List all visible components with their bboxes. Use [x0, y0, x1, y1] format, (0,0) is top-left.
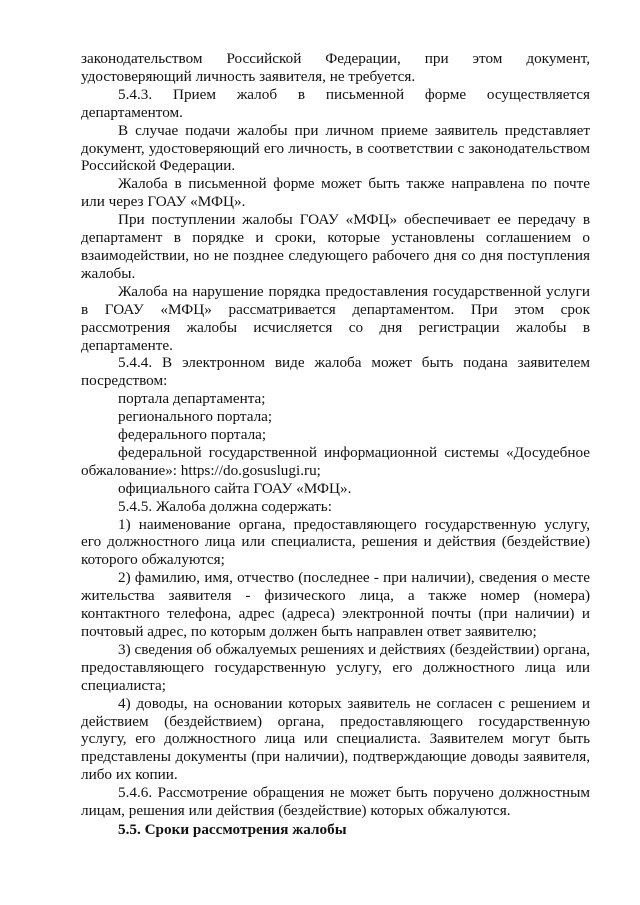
paragraph: 3) сведения об обжалуемых решениях и действиях (бездействии) органа, предоставляющего государственную услугу, его должностного лица или специалиста;: [81, 640, 590, 694]
paragraph: Жалоба в письменной форме может быть также направлена по почте или через ГОАУ «МФЦ».: [81, 175, 590, 211]
paragraph: 1) наименование органа, предоставляющего государственную услугу, его должностного лица или специалиста, решения и действия (бездействие) которого обжалуются;: [81, 515, 590, 569]
paragraph: законодательством Российской Федерации, при этом документ, удостоверяющий личность заявителя, не требуется.: [81, 50, 590, 85]
paragraph: Жалоба на нарушение порядка предоставления государственной услуги в ГОАУ «МФЦ» рассматривается департаментом. При этом срок рассмотрения жалобы исчисляется со дня регистрации жалобы в департаменте.: [81, 282, 590, 354]
list-item: регионального портала;: [118, 408, 273, 426]
paragraph: федеральной государственной информационной системы «Досудебное обжалование»: https://do.gosuslugi.ru;: [81, 443, 590, 479]
paragraph: 5.4.5. Жалоба должна содержать:: [118, 497, 332, 515]
paragraph: 2) фамилию, имя, отчество (последнее - при наличии), сведения о месте жительства заявителя - физического лица, а также номер (номера) контактного телефона, адрес (адреса) электронной почты (при наличии) и почтовый адрес, по которым должен быть направлен ответ заявителю;: [81, 569, 590, 640]
section-heading: 5.5. Сроки рассмотрения жалобы: [118, 820, 347, 838]
list-item: официального сайта ГОАУ «МФЦ».: [118, 479, 352, 497]
paragraph: 5.4.3. Прием жалоб в письменной форме осуществляется департаментом.: [81, 85, 590, 121]
paragraph: 5.4.6. Рассмотрение обращения не может быть поручено должностным лицам, решения или действия (бездействие) которых обжалуются.: [81, 784, 590, 820]
list-item: федерального портала;: [118, 426, 267, 444]
list-item: портала департамента;: [118, 390, 266, 408]
paragraph: В случае подачи жалобы при личном приеме заявитель представляет документ, удостоверяющий его личность, в соответствии с законодательством Российской Федерации.: [81, 121, 590, 175]
paragraph: 5.4.4. В электронном виде жалоба может быть подана заявителем посредством:: [81, 354, 590, 390]
paragraph: При поступлении жалобы ГОАУ «МФЦ» обеспечивает ее передачу в департамент в порядке и сроки, которые установлены соглашением о взаимодействии, но не позднее следующего рабочего дня со дня поступления жалобы.: [81, 211, 590, 282]
document-body: [81, 50, 590, 839]
paragraph: 4) доводы, на основании которых заявитель не согласен с решением и действием (бездействием) органа, предоставляющего государственную услугу, его должностного лица или специалиста. Заявителем могут быть представлены документы (при наличии), подтверждающие доводы заявителя, либо их копии.: [81, 694, 590, 784]
